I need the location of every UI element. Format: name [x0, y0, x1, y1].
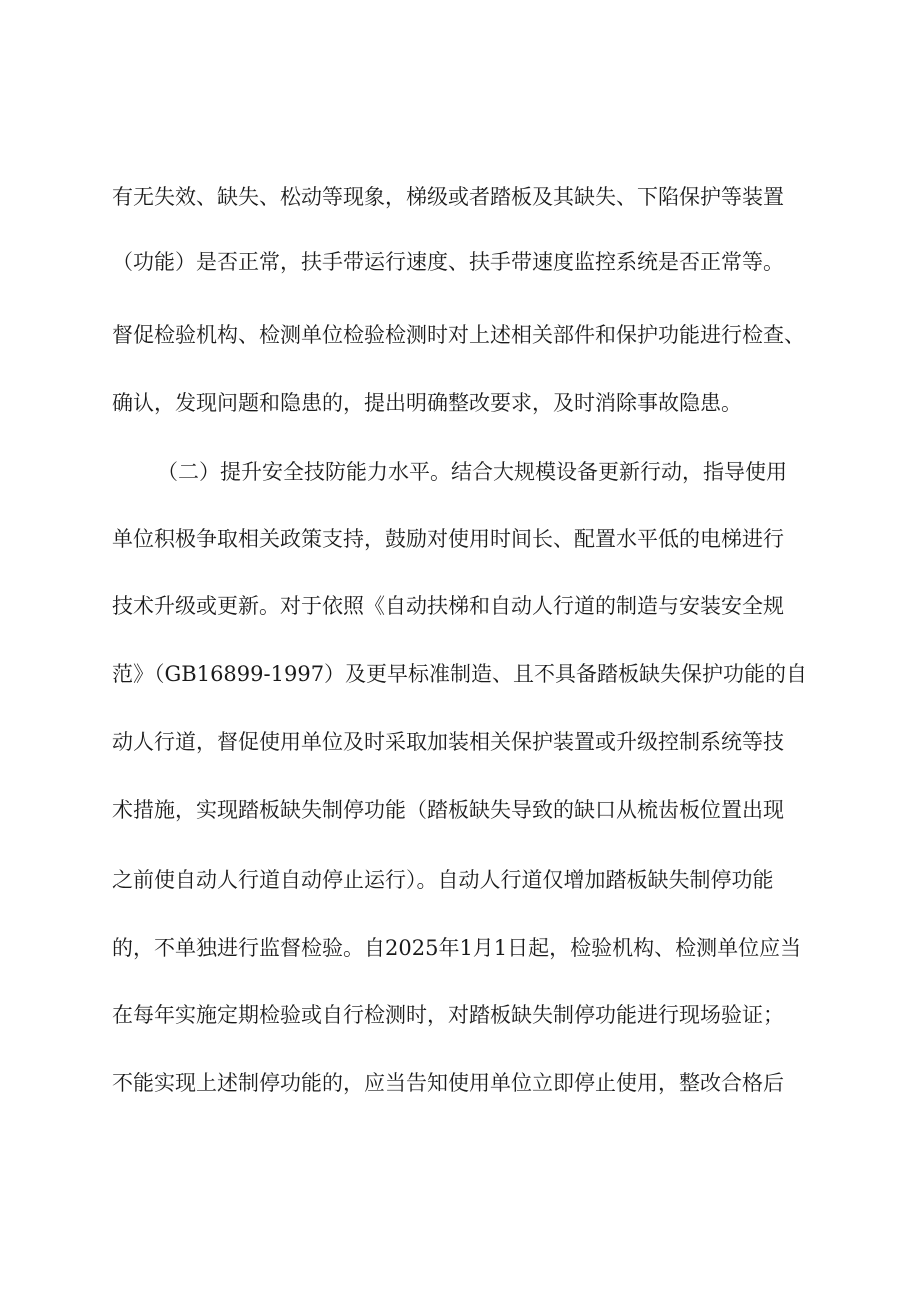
paragraph-heading-line: （二）提升安全技防能力水平。结合大规模设备更新行动，指导使用	[157, 460, 787, 484]
text-line: 单位积极争取相关政策支持，鼓励对使用时间长、配置水平低的电梯进行	[112, 527, 784, 551]
text-line: 确认，发现问题和隐患的，提出明确整改要求，及时消除事故隐患。	[112, 391, 742, 415]
text-line: （功能）是否正常，扶手带运行速度、扶手带速度监控系统是否正常等。	[112, 250, 784, 274]
text-line: 督促检验机构、检测单位检验检测时对上述相关部件和保护功能进行检查、	[112, 323, 805, 347]
text-line: 在每年实施定期检验或自行检测时，对踏板缺失制停功能进行现场验证；	[112, 1003, 784, 1027]
text-line: 范》（GB16899-1997）及更早标准制造、且不具备踏板缺失保护功能的自	[112, 662, 808, 686]
text-line: 有无失效、缺失、松动等现象，梯级或者踏板及其缺失、下陷保护等装置	[112, 185, 784, 209]
text-line: 之前使自动人行道自动停止运行）。自动人行道仅增加踏板缺失制停功能	[112, 868, 774, 892]
text-line: 术措施，实现踏板缺失制停功能（踏板缺失导致的缺口从梳齿板位置出现	[112, 798, 784, 822]
text-line: 动人行道，督促使用单位及时采取加装相关保护装置或升级控制系统等技	[112, 730, 784, 754]
text-line: 不能实现上述制停功能的，应当告知使用单位立即停止使用，整改合格后	[112, 1071, 784, 1095]
text-line: 的，不单独进行监督检验。自2025年1月1日起，检验机构、检测单位应当	[112, 936, 802, 960]
text-line: 技术升级或更新。对于依照《自动扶梯和自动人行道的制造与安装安全规	[112, 594, 784, 618]
